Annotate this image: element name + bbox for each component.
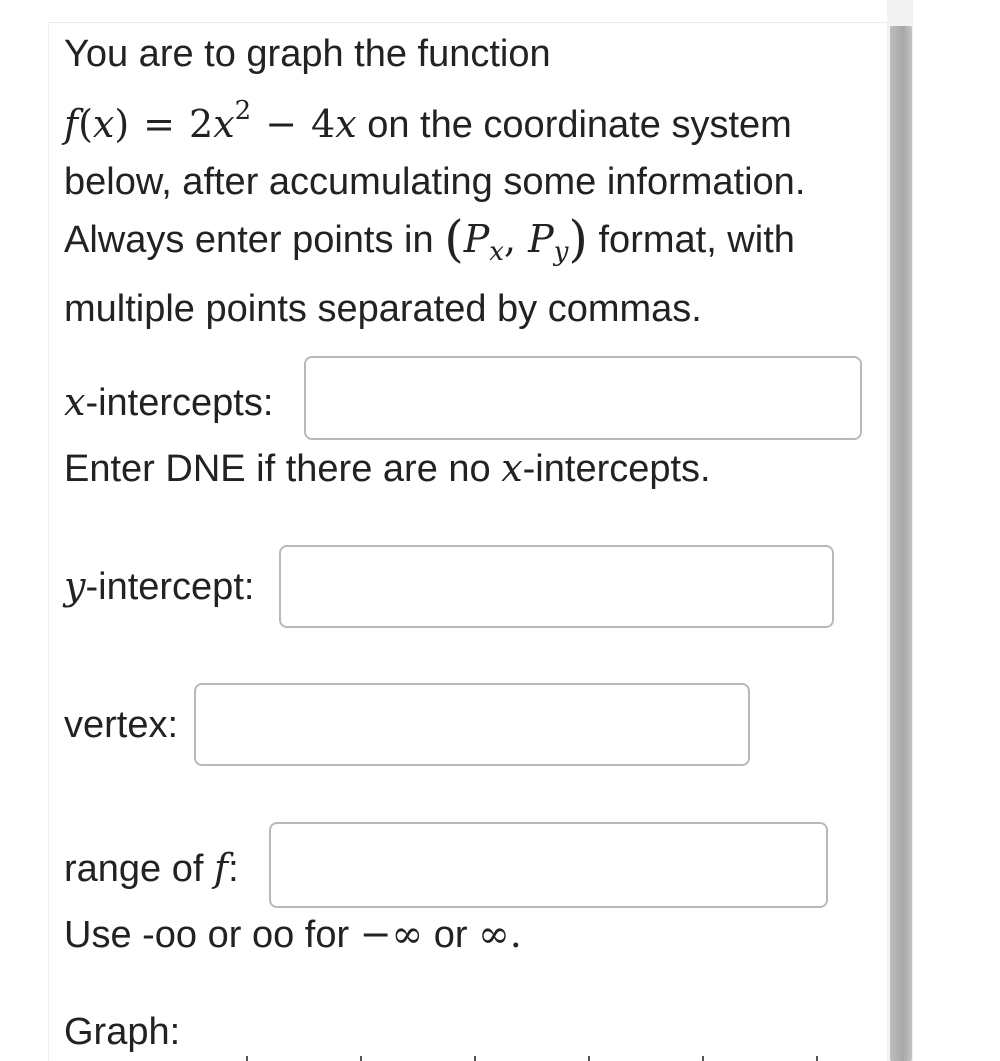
function-definition-line: [64, 83, 894, 154]
range-input[interactable]: [269, 822, 828, 908]
scrollbar-thumb[interactable]: [890, 26, 912, 1061]
point-sub-x: x: [489, 237, 504, 267]
y-intercept-label: [64, 564, 254, 609]
y-intercept-input[interactable]: [279, 545, 834, 628]
graph-axis-tick: [474, 1056, 476, 1061]
point-comma: ,: [503, 217, 529, 261]
vertical-scrollbar[interactable]: [887, 0, 913, 1061]
vertex-input[interactable]: [194, 683, 750, 766]
graph-axis-tick: [360, 1056, 362, 1061]
graph-label: Graph:: [64, 1011, 181, 1053]
range-label-var: f: [214, 846, 229, 890]
point-paren-close: ): [568, 210, 588, 268]
function-name: f: [64, 102, 79, 146]
range-label-text: range of: [64, 848, 204, 890]
question-instructions: [64, 26, 894, 338]
x-intercepts-note-head: Enter DNE if there are no: [64, 448, 491, 490]
intro-line-4-tail: format, with: [598, 219, 795, 261]
x-intercepts-note: [64, 446, 711, 491]
exponent: 2: [234, 96, 252, 126]
point-paren-open: (: [444, 210, 464, 268]
intro-line-1: You are to graph the function: [64, 33, 551, 75]
graph-axis-tick: [588, 1056, 590, 1061]
intro-line-5: multiple points separated by commas.: [64, 288, 702, 330]
x-intercepts-input[interactable]: [304, 356, 862, 440]
point-p-y: P: [528, 217, 554, 261]
range-note-or: or: [433, 914, 468, 956]
intro-line-2-tail: on the coordinate system: [367, 104, 792, 146]
term-2-variable: x: [335, 102, 357, 146]
paren-open: (: [78, 102, 93, 146]
point-p-x: P: [463, 217, 490, 261]
x-intercepts-note-var: x: [501, 446, 523, 490]
vertex-label: vertex:: [64, 704, 179, 746]
graph-axis-tick: [816, 1056, 818, 1061]
x-intercepts-note-tail: -intercepts.: [522, 448, 711, 490]
range-note-pos-infinity: ∞.: [478, 912, 522, 956]
y-intercept-label-var: y: [64, 564, 86, 608]
x-intercepts-label-text: -intercepts:: [85, 382, 274, 424]
coefficient-2: 4: [311, 102, 336, 146]
range-note: [64, 912, 522, 957]
range-label: [64, 846, 239, 891]
x-intercepts-label-var: x: [64, 380, 86, 424]
graph-axis-tick: [702, 1056, 704, 1061]
coefficient-1: 2: [189, 102, 214, 146]
x-intercepts-label: [64, 380, 273, 425]
y-intercept-label-text: -intercept:: [85, 566, 255, 608]
intro-line-4: [64, 211, 894, 281]
range-label-colon: :: [228, 848, 239, 890]
paren-close: ): [114, 102, 130, 146]
minus-sign: −: [265, 102, 298, 146]
intro-line-4-head: Always enter points in: [64, 219, 434, 261]
point-sub-y: y: [553, 237, 569, 267]
equals-sign: =: [143, 102, 176, 146]
term-1-variable: x: [213, 102, 235, 146]
range-note-head: Use -oo or oo for: [64, 914, 350, 956]
intro-line-3: below, after accumulating some information.: [64, 161, 806, 203]
function-variable: x: [92, 102, 115, 146]
range-note-neg-infinity: −∞: [359, 912, 424, 956]
graph-axis-tick: [246, 1056, 248, 1061]
